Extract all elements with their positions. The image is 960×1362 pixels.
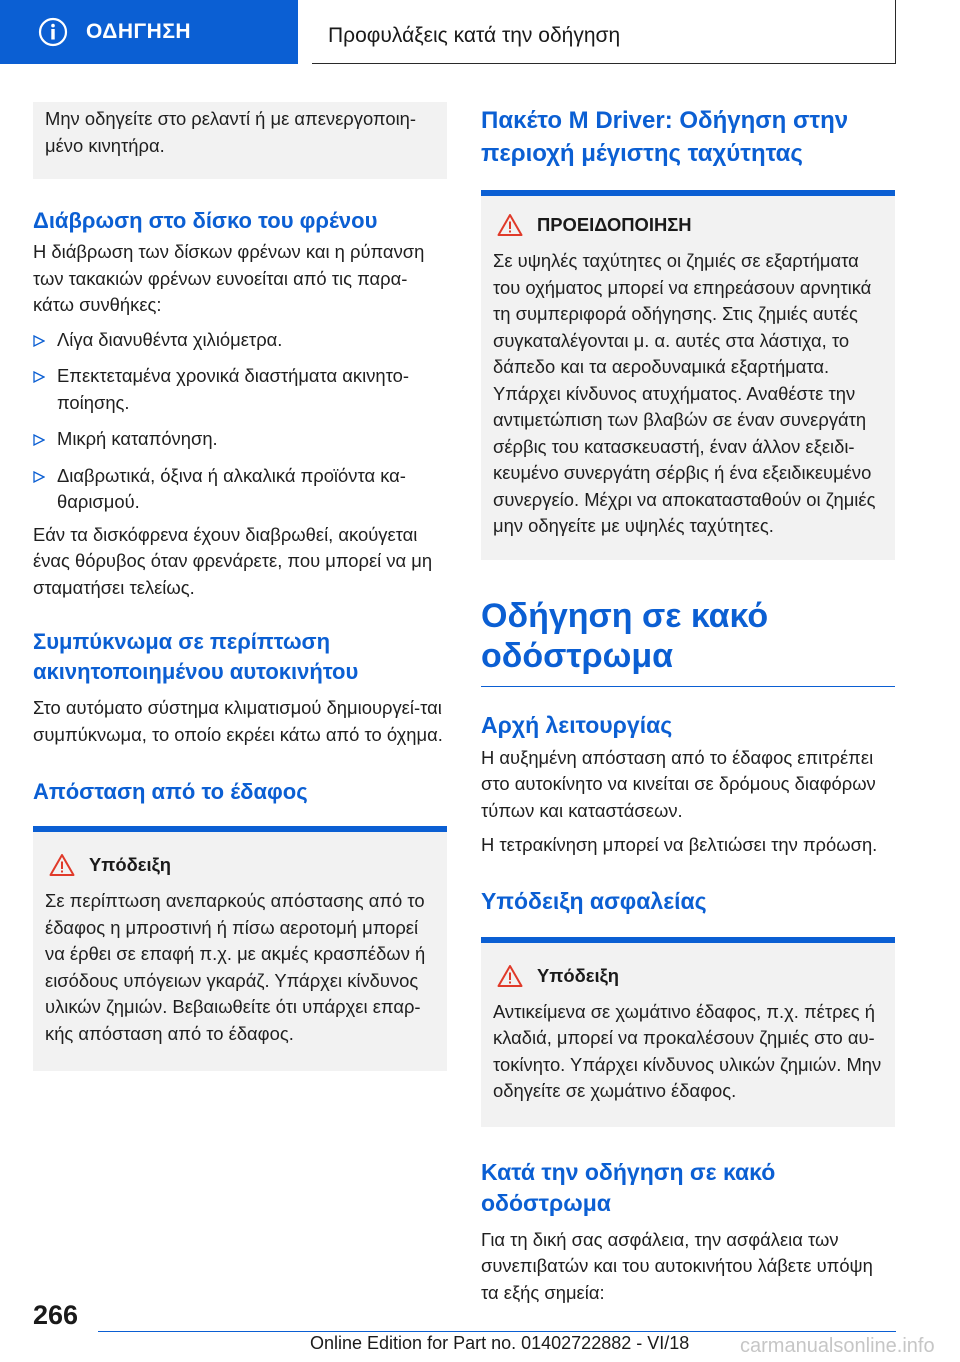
heading-rule [481,686,895,687]
brake-corrosion-intro: Η διάβρωση των δίσκων φρένων και η ρύπανση των τακακιών φρένων ευνοείται από τις παρα-κάτω συνθήκες: [33,241,425,315]
principle-text: Η αυξημένη απόσταση από το έδαφος επιτρέπει στο αυτοκίνητο να κινείται σε δρόμους διαφόρων τύπων και καταστάσεων. [481,746,876,821]
bad-roads-heading: Οδήγηση σε κακό οδόστρωμα [481,596,769,675]
notice-title: Υπόδειξη [89,854,171,875]
info-icon [38,17,68,47]
m-driver-heading: Πακέτο M Driver: Οδήγηση στην περιοχή μέγιστης ταχύτητας [481,107,849,167]
ground-clearance-notice [33,832,447,1071]
chapter-header [312,0,896,64]
intro-note: Μην οδηγείτε στο ρελαντί ή με απενεργοποιη-μένο κινητήρα. [45,108,417,156]
list-item: Λίγα διανυθέντα χιλιόμετρα. [33,327,447,354]
list-item: Διαβρωτικά, όξινα ή αλκαλικά προϊόντα κα-θαρισμού. [33,463,447,516]
warning-triangle-icon [497,964,523,988]
principle-heading: Αρχή λειτουργίας [481,711,673,738]
warning-triangle-icon [497,213,523,237]
during-heading: Κατά την οδήγηση σε κακό οδόστρωμα [481,1158,776,1216]
condensation-heading: Συμπύκνωμα σε περίπτωση ακινητοποιημένου αυτοκινήτου [33,629,359,684]
footer-rule [98,1331,896,1332]
principle-text: Η τετρακίνηση μπορεί να βελτιώσει την πρόωση. [481,834,878,855]
safety-notice [481,943,895,1127]
notice-text: Σε περίπτωση ανεπαρκούς απόστασης από το έδαφος η μπροστινή ή πίσω αεροτομή μπορεί να έρθει σε επαφή π.χ. με ακμές κρασπέδων ή εισόδους υπόγειων γκαράζ. Υπάρχει κίνδυνος υλικών ζημιών. Βεβαιωθείτε ότι υπάρχει επαρ-κής απόσταση από το έδαφος. [45,890,426,1044]
warning-text: Σε υψηλές ταχύτητες οι ζημιές σε εξαρτήματα του οχήματος μπορεί να επηρεάσουν αρνητικά τη συμπεριφορά οδήγησης. Στις ζημιές αυτές συγκαταλέγονται μ. α. αυτές στα λάστιχα, το δάπεδο και τα αεροδυναμικά εξαρτήματα. Υπάρχει κίνδυνος ατυχήματος. Αναθέστε την αντιμετώπιση των βλαβών σε έναν συνεργάτη σέρβις του κατασκευαστή, έναν άλλον εξειδι-κευμένο συνεργάτη σέρβις ή ένα εξειδικευμένο συνεργείο. Μέχρι να αποκατασταθούν οι ζημιές μην οδηγείτε με υψηλές ταχύτητες. [493,250,876,536]
ground-clearance-heading: Απόσταση από το έδαφος [33,779,308,804]
triangle-bullet-icon [33,371,45,383]
chapter-title: Προφυλάξεις κατά την οδήγηση [328,24,621,47]
m-driver-warning [481,196,895,560]
brake-corrosion-outro: Εάν τα δισκόφρενα έχουν διαβρωθεί, ακούγεται ένας θόρυβος όταν φρενάρετε, που μπορεί να μη σταματήσει τελείως. [33,523,433,598]
safety-heading: Υπόδειξη ασφαλείας [481,887,707,914]
notice-title: Υπόδειξη [537,964,619,986]
brake-corrosion-heading: Διάβρωση στο δίσκο του φρένου [33,208,378,233]
section-tab-label: ΟΔΗΓΗΣΗ [86,20,192,43]
brake-corrosion-list [33,327,447,516]
triangle-bullet-icon [33,434,45,446]
list-item: Μικρή καταπόνηση. [33,426,447,453]
section-tab [0,0,298,64]
notice-text: Αντικείμενα σε χωμάτινο έδαφος, π.χ. πέτρες ή κλαδιά, μπορεί να προκαλέσουν ζημιές στο αυ-τοκίνητο. Υπάρχει κίνδυνος υλικών ζημιών. Μην οδηγείτε σε χωμάτινο έδαφος. [493,1000,882,1101]
page-number: 266 [33,1300,79,1330]
warning-triangle-icon [49,853,75,877]
condensation-text: Στο αυτόματο σύστημα κλιματισμού δημιουργεί-ται συμπύκνωμα, το οποίο εκρέει κάτω από το όχημα. [33,697,443,745]
triangle-bullet-icon [33,335,45,347]
list-item: Επεκτεταμένα χρονικά διαστήματα ακινητο-ποίησης. [33,363,447,416]
triangle-bullet-icon [33,471,45,483]
watermark: carmanualsonline.info [740,1335,935,1357]
edition-text: Online Edition for Part no. 01402722882 - VI/18 [310,1333,690,1353]
warning-title: ΠΡΟΕΙΔΟΠΟΙΗΣΗ [537,214,692,235]
during-text: Για τη δική σας ασφάλεια, την ασφάλεια των συνεπιβατών και του αυτοκινήτου λάβετε υπόψη τα εξής σημεία: [481,1228,873,1303]
right-column [481,102,895,1306]
left-column [33,102,447,1071]
intro-note-box [33,102,447,179]
